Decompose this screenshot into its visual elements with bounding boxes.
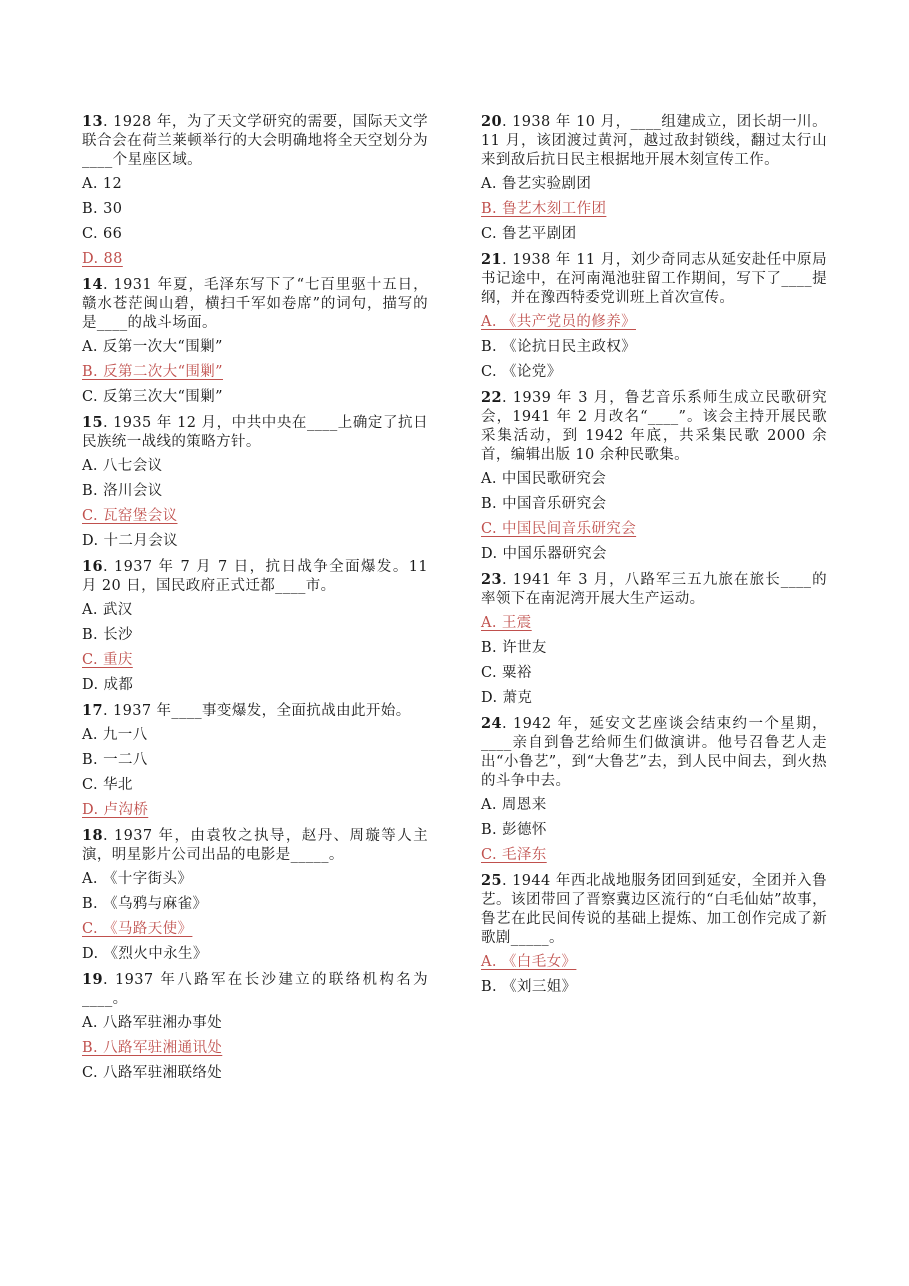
question-number: 17 — [82, 702, 103, 719]
question-number: 25 — [481, 872, 502, 889]
question-text: . 1937 年八路军在长沙建立的联络机构名为____。 — [82, 972, 428, 1007]
question-block — [82, 557, 428, 695]
question-stem — [82, 275, 428, 333]
option: B. 一二八 — [82, 752, 148, 768]
answer-option: B. 反第二次大“围剿” — [82, 364, 223, 380]
answer-option: C. 重庆 — [82, 652, 133, 668]
question-block — [82, 701, 428, 820]
question-number: 23 — [481, 571, 502, 588]
option: C. 鲁艺平剧团 — [481, 226, 577, 242]
option: A. 鲁艺实验剧团 — [481, 176, 592, 192]
option: C. 八路军驻湘联络处 — [82, 1065, 223, 1081]
question-text: . 1938 年 11 月，刘少奇同志从延安赴任中原局书记途中，在河南渑池驻留工作期间，写下了____提纲，并在豫西特委党训班上首次宣传。 — [481, 252, 827, 306]
option: D. 《烈火中永生》 — [82, 946, 208, 962]
option: B. 《乌鸦与麻雀》 — [82, 896, 208, 912]
option: B. 许世友 — [481, 640, 547, 656]
question-block — [481, 388, 827, 564]
answer-option: C. 中国民间音乐研究会 — [481, 521, 637, 537]
answer-option: A. 《白毛女》 — [481, 954, 577, 970]
option: A. 12 — [82, 176, 123, 192]
question-block — [481, 570, 827, 708]
question-text: . 1939 年 3 月，鲁艺音乐系师生成立民歌研究会，1941 年 2 月改名“____”。该会主持开展民歌采集活动，到 1942 年底，共采集民歌 2000 余首，编辑出版 10 余种民歌集。 — [481, 390, 827, 463]
question-text: . 1937 年 7 月 7 日，抗日战争全面爆发。11 月 20 日，国民政府正式迁都____市。 — [82, 559, 428, 594]
right-column — [481, 112, 827, 1003]
option: B. 《论抗日民主政权》 — [481, 339, 637, 355]
answer-option: A. 《共产党员的修养》 — [481, 314, 636, 330]
question-stem — [82, 557, 428, 596]
question-number: 18 — [82, 827, 103, 844]
option: A. 反第一次大“围剿” — [82, 339, 223, 355]
question-text: . 1935 年 12 月，中共中央在____上确定了抗日民族统一战线的策略方针。 — [82, 415, 428, 450]
option: A. 周恩来 — [481, 797, 547, 813]
option: B. 长沙 — [82, 627, 133, 643]
option: A. 九一八 — [82, 727, 148, 743]
question-text: . 1938 年 10 月，____组建成立，团长胡一川。11 月，该团渡过黄河，越过敌封锁线，翻过太行山来到敌后抗日民主根据地开展木刻宣传工作。 — [481, 114, 827, 168]
answer-option: A. 王震 — [481, 615, 532, 631]
question-stem — [481, 714, 827, 791]
answer-option: C. 瓦窑堡会议 — [82, 508, 178, 524]
option: C. 华北 — [82, 777, 133, 793]
question-number: 13 — [82, 113, 103, 130]
question-stem — [82, 112, 428, 170]
question-number: 19 — [82, 971, 103, 988]
question-block — [82, 826, 428, 964]
question-text: . 1942 年，延安文艺座谈会结束约一个星期，____亲自到鲁艺给师生们做演讲。他号召鲁艺人走出“小鲁艺”，到“大鲁艺”去，到人民中间去，到火热的斗争中去。 — [481, 716, 827, 789]
answer-option: C. 毛泽东 — [481, 847, 547, 863]
question-block — [82, 275, 428, 407]
question-text: . 1937 年，由袁牧之执导，赵丹、周璇等人主演，明星影片公司出品的电影是_____。 — [82, 828, 428, 863]
option: C. 《论党》 — [481, 364, 562, 380]
option: B. 中国音乐研究会 — [481, 496, 607, 512]
question-stem — [481, 570, 827, 609]
question-stem — [82, 701, 428, 721]
question-number: 24 — [481, 715, 502, 732]
question-stem — [481, 112, 827, 170]
question-text: . 1931 年夏，毛泽东写下了“七百里驱十五日，赣水苍茫闽山碧，横扫千军如卷席”的词句，描写的是____的战斗场面。 — [82, 277, 428, 331]
option: A. 中国民歌研究会 — [481, 471, 607, 487]
option: A. 八七会议 — [82, 458, 163, 474]
question-stem — [82, 970, 428, 1009]
question-block — [481, 250, 827, 382]
question-number: 14 — [82, 276, 103, 293]
question-text: . 1928 年，为了天文学研究的需要，国际天文学联合会在荷兰莱顿举行的大会明确地将全天空划分为____个星座区域。 — [82, 114, 428, 168]
question-number: 16 — [82, 558, 103, 575]
question-number: 21 — [481, 251, 502, 268]
option: B. 30 — [82, 201, 123, 217]
option: B. 洛川会议 — [82, 483, 163, 499]
question-stem — [82, 413, 428, 452]
question-number: 20 — [481, 113, 502, 130]
question-block — [82, 112, 428, 269]
question-block — [82, 413, 428, 551]
option: B. 彭德怀 — [481, 822, 547, 838]
answer-option: D. 88 — [82, 251, 123, 267]
question-block — [481, 112, 827, 244]
answer-option: B. 鲁艺木刻工作团 — [481, 201, 607, 217]
answer-option: C. 《马路天使》 — [82, 921, 193, 937]
option: A. 八路军驻湘办事处 — [82, 1015, 223, 1031]
option: D. 成都 — [82, 677, 134, 693]
option: A. 《十字街头》 — [82, 871, 193, 887]
question-stem — [481, 250, 827, 308]
question-stem — [82, 826, 428, 865]
question-number: 22 — [481, 389, 502, 406]
answer-option: D. 卢沟桥 — [82, 802, 149, 818]
option: B. 《刘三姐》 — [481, 979, 577, 995]
question-block — [481, 871, 827, 997]
option: A. 武汉 — [82, 602, 133, 618]
option: C. 反第三次大“围剿” — [82, 389, 223, 405]
question-text: . 1937 年____事变爆发，全面抗战由此开始。 — [102, 703, 411, 719]
question-number: 15 — [82, 414, 103, 431]
question-stem — [481, 871, 827, 948]
question-block — [82, 970, 428, 1083]
option: D. 中国乐器研究会 — [481, 546, 607, 562]
question-text: . 1941 年 3 月，八路军三五九旅在旅长____的率领下在南泥湾开展大生产运动。 — [481, 572, 827, 607]
left-column — [82, 112, 428, 1089]
answer-option: B. 八路军驻湘通讯处 — [82, 1040, 223, 1056]
question-text: . 1944 年西北战地服务团回到延安，全团并入鲁艺。该团带回了晋察冀边区流行的“白毛仙姑”故事，鲁艺在此民间传说的基础上提炼、加工创作完成了新歌剧_____。 — [481, 873, 827, 946]
option: D. 萧克 — [481, 690, 533, 706]
question-stem — [481, 388, 827, 465]
question-block — [481, 714, 827, 865]
option: C. 粟裕 — [481, 665, 532, 681]
option: C. 66 — [82, 226, 123, 242]
option: D. 十二月会议 — [82, 533, 179, 549]
